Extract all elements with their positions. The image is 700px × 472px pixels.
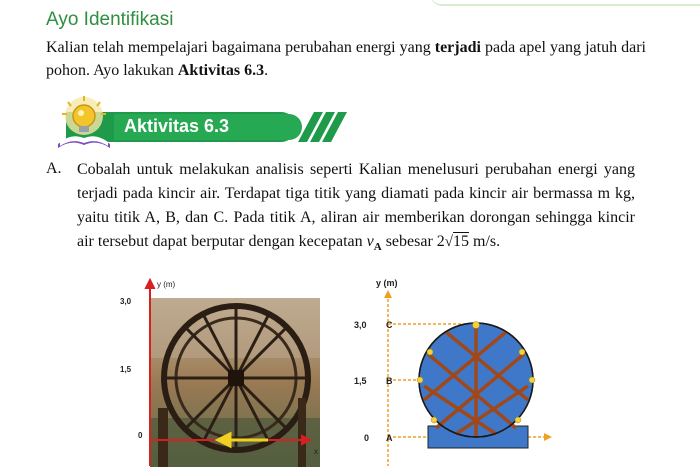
diagram-tick-top: 3,0	[354, 320, 367, 330]
velocity-subscript: A	[373, 241, 382, 254]
speed-unit: m/s.	[469, 233, 501, 250]
intro-bold-activity: Aktivitas 6.3	[177, 62, 265, 79]
intro-text-2: pada apel yang jatuh dari pohon. Ayo lakukan	[46, 39, 647, 79]
top-decorative-rule	[430, 0, 700, 6]
diagram-tick-mid: 1,5	[354, 376, 367, 386]
section-heading: Ayo Identifikasi	[46, 9, 174, 30]
activity-label: Aktivitas 6.3	[124, 116, 230, 136]
lightbulb-book-icon	[44, 96, 126, 152]
photo-tick-top: 3,0	[120, 297, 132, 306]
speed-radicand: 15	[453, 233, 470, 250]
waterwheel-photo-figure	[118, 278, 328, 467]
item-paragraph	[77, 158, 635, 259]
waterwheel-diagram-figure	[346, 276, 566, 467]
photo-x-label: x	[314, 447, 318, 456]
intro-text-1: Kalian telah mempelajari bagaimana perubahan energi yang	[46, 39, 435, 56]
item-text-main: Cobalah untuk melakukan analisis seperti Kalian menelusuri perubahan energi yang terjadi pada kincir air. Terdapat tiga titik yang diamati pada kincir air bermassa m kg, yaitu titik A, B, dan C. Pada titik A, aliran air memberikan dorongan sehingga kincir air tersebut dapat berputar dengan kecepatan	[77, 161, 635, 250]
photo-y-label: y (m)	[157, 280, 176, 289]
point-c-label: C	[386, 320, 393, 330]
item-letter: A.	[46, 160, 62, 177]
point-a-label: A	[386, 433, 393, 443]
photo-tick-origin: 0	[138, 431, 143, 440]
photo-tick-mid: 1,5	[120, 365, 132, 374]
diagram-y-label: y (m)	[376, 278, 398, 288]
intro-paragraph	[46, 36, 646, 82]
intro-text-end: .	[264, 62, 269, 79]
item-text-between: sebesar	[381, 233, 437, 250]
waterwheel-diagram	[417, 322, 535, 449]
activity-banner	[44, 96, 344, 152]
speed-coef: 2	[436, 233, 445, 250]
speed-value: 2√15	[436, 233, 470, 250]
velocity-letter: v	[366, 233, 374, 250]
intro-bold-1: terjadi	[434, 39, 481, 56]
diagram-tick-origin: 0	[364, 433, 370, 443]
point-b-label: B	[386, 376, 393, 386]
velocity-symbol	[366, 233, 382, 254]
